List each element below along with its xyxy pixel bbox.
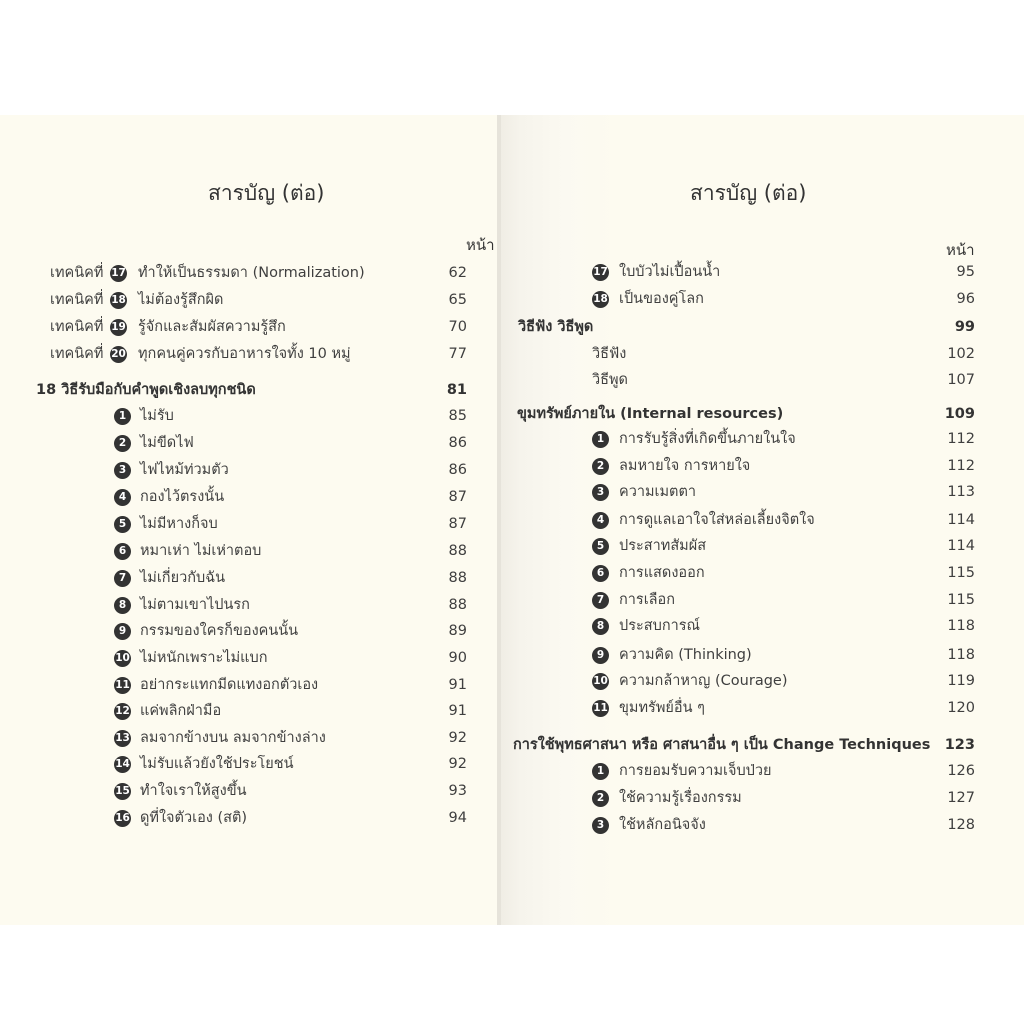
list-item[interactable] [0, 457, 500, 484]
toc-page-number: 92 [448, 756, 467, 772]
toc-page-number: 112 [947, 458, 975, 474]
toc-page-number: 89 [448, 623, 467, 639]
number-badge-icon: 10 [114, 650, 131, 667]
toc-page-number: 115 [947, 565, 975, 581]
toc-label: ประสาทสัมผัส [619, 538, 707, 554]
toc-page-number: 77 [448, 346, 467, 362]
number-badge-icon: 8 [592, 618, 609, 635]
toc-label: ความคิด (Thinking) [619, 647, 752, 663]
toc-page-number: 86 [448, 435, 467, 451]
toc-label: ลมจากข้างบน ลมจากข้างล่าง [140, 730, 326, 746]
list-item[interactable] [500, 453, 1024, 480]
technique-prefix: เทคนิคที่ [50, 292, 104, 308]
list-item[interactable] [500, 426, 1024, 453]
page-title: สารบัญ (ต่อ) [690, 181, 807, 205]
number-badge-icon: 2 [114, 435, 131, 452]
list-item[interactable] [0, 672, 500, 699]
toc-label: ใช้หลักอนิจจัง [619, 817, 706, 833]
number-badge-icon: 18 [110, 292, 127, 309]
number-badge-icon: 6 [592, 565, 609, 582]
toc-label: ไม่รับแล้วยังใช้ประโยชน์ [140, 756, 294, 772]
toc-chapter-row[interactable] [500, 314, 1024, 341]
list-item[interactable] [0, 511, 500, 538]
toc-page-number: 88 [448, 543, 467, 559]
number-badge-icon: 6 [114, 543, 131, 560]
toc-page-number: 107 [947, 372, 975, 388]
list-item[interactable] [500, 286, 1024, 313]
number-badge-icon: 17 [592, 264, 609, 281]
toc-label: แค่พลิกฝ่ามือ [140, 703, 222, 719]
list-item[interactable] [500, 613, 1024, 640]
toc-label: ดูที่ใจตัวเอง (สติ) [140, 810, 248, 826]
toc-label: การดูแลเอาใจใส่หล่อเลี้ยงจิตใจ [619, 512, 815, 528]
toc-page-number: 120 [947, 700, 975, 716]
toc-page-number: 118 [947, 618, 975, 634]
toc-page-number: 114 [947, 512, 975, 528]
toc-page-number: 127 [947, 790, 975, 806]
toc-label: ไฟไหม้ท่วมตัว [140, 462, 229, 478]
number-badge-icon: 5 [114, 516, 131, 533]
toc-row[interactable] [0, 341, 500, 368]
list-item[interactable] [500, 695, 1024, 722]
list-item[interactable] [0, 805, 500, 832]
number-badge-icon: 1 [114, 408, 131, 425]
list-item[interactable] [500, 560, 1024, 587]
number-badge-icon: 3 [114, 462, 131, 479]
list-item[interactable] [500, 341, 1024, 368]
chapter-title: 18 วิธีรับมือกับคำพูดเชิงลบทุกชนิด [36, 382, 256, 398]
toc-page-number: 128 [947, 817, 975, 833]
toc-page-number: 119 [947, 673, 975, 689]
toc-label: ไม่หนักเพราะไม่แบก [140, 650, 268, 666]
list-item[interactable] [500, 479, 1024, 506]
number-badge-icon: 7 [592, 592, 609, 609]
toc-page-number: 94 [448, 810, 467, 826]
number-badge-icon: 20 [110, 346, 127, 363]
number-badge-icon: 2 [592, 790, 609, 807]
list-item[interactable] [0, 725, 500, 752]
list-item[interactable] [0, 778, 500, 805]
toc-page-number: 95 [956, 264, 975, 280]
list-item[interactable] [500, 533, 1024, 560]
toc-page-number: 87 [448, 489, 467, 505]
number-badge-icon: 1 [592, 431, 609, 448]
toc-label: ประสบการณ์ [619, 618, 700, 634]
toc-page-number: 85 [448, 408, 467, 424]
page-column-header: หน้า [946, 241, 975, 259]
toc-label: เป็นของคู่โลก [619, 291, 704, 307]
left-page [0, 115, 500, 925]
toc-label: ไม่เกี่ยวกับฉัน [140, 570, 225, 586]
chapter-title: การใช้พุทธศาสนา หรือ ศาสนาอื่น ๆ เป็น Change Techniques [513, 737, 931, 753]
list-item[interactable] [500, 259, 1024, 286]
number-badge-icon: 13 [114, 730, 131, 747]
list-item[interactable] [0, 618, 500, 645]
number-badge-icon: 8 [114, 597, 131, 614]
toc-page-number: 118 [947, 647, 975, 663]
list-item[interactable] [0, 403, 500, 430]
list-item[interactable] [0, 645, 500, 672]
toc-page-number: 109 [944, 406, 975, 422]
toc-page-number: 88 [448, 597, 467, 613]
number-badge-icon: 17 [110, 265, 127, 282]
number-badge-icon: 9 [114, 623, 131, 640]
right-page [500, 115, 1024, 925]
toc-page-number: 123 [944, 737, 975, 753]
list-item[interactable] [0, 592, 500, 619]
toc-row[interactable] [0, 287, 500, 314]
toc-page-number: 96 [956, 291, 975, 307]
toc-label: ทำให้เป็นธรรมดา (Normalization) [138, 265, 365, 281]
list-item[interactable] [0, 430, 500, 457]
toc-label: ความเมตตา [619, 484, 697, 500]
toc-page-number: 70 [448, 319, 467, 335]
toc-page-number: 126 [947, 763, 975, 779]
list-item[interactable] [0, 698, 500, 725]
toc-label: การแสดงออก [619, 565, 705, 581]
toc-label: ทำใจเราให้สูงขึ้น [140, 783, 247, 799]
toc-row[interactable] [0, 260, 500, 287]
technique-prefix: เทคนิคที่ [50, 319, 104, 335]
book-spread [0, 115, 1024, 925]
list-item[interactable] [0, 565, 500, 592]
toc-label: ทุกคนคู่ควรกับอาหารใจทั้ง 10 หมู่ [138, 346, 351, 362]
page-column-header: หน้า [466, 236, 495, 254]
toc-row[interactable] [0, 314, 500, 341]
toc-page-number: 65 [448, 292, 467, 308]
list-item[interactable] [0, 538, 500, 565]
list-item[interactable] [500, 587, 1024, 614]
toc-page-number: 102 [947, 346, 975, 362]
number-badge-icon: 19 [110, 319, 127, 336]
toc-label: การรับรู้สิ่งที่เกิดขึ้นภายในใจ [619, 431, 796, 447]
toc-label: ไม่ขีดไฟ [140, 435, 194, 451]
toc-label: ความกล้าหาญ (Courage) [619, 673, 788, 689]
toc-chapter-row[interactable] [500, 401, 1024, 428]
number-badge-icon: 10 [592, 673, 609, 690]
toc-label: ไม่รับ [140, 408, 174, 424]
toc-page-number: 81 [446, 382, 467, 398]
list-item[interactable] [500, 758, 1024, 785]
toc-page-number: 92 [448, 730, 467, 746]
toc-label: ใช้ความรู้เรื่องกรรม [619, 790, 742, 806]
toc-label: กรรมของใครก็ของคนนั้น [140, 623, 299, 639]
toc-label: วิธีพูด [592, 372, 628, 388]
toc-page-number: 86 [448, 462, 467, 478]
number-badge-icon: 11 [114, 677, 131, 694]
number-badge-icon: 4 [114, 489, 131, 506]
number-badge-icon: 12 [114, 703, 131, 720]
page-title: สารบัญ (ต่อ) [208, 181, 325, 205]
number-badge-icon: 3 [592, 484, 609, 501]
number-badge-icon: 16 [114, 810, 131, 827]
toc-page-number: 115 [947, 592, 975, 608]
list-item[interactable] [500, 668, 1024, 695]
toc-page-number: 90 [448, 650, 467, 666]
number-badge-icon: 3 [592, 817, 609, 834]
toc-label: ไม่ตามเขาไปนรก [140, 597, 250, 613]
number-badge-icon: 4 [592, 512, 609, 529]
toc-chapter-row[interactable] [0, 377, 500, 404]
toc-page-number: 88 [448, 570, 467, 586]
toc-page-number: 62 [448, 265, 467, 281]
toc-page-number: 91 [448, 677, 467, 693]
toc-label: รู้จักและสัมผัสความรู้สึก [138, 319, 286, 335]
toc-page-number: 91 [448, 703, 467, 719]
toc-label: ไม่ต้องรู้สึกผิด [138, 292, 224, 308]
number-badge-icon: 14 [114, 756, 131, 773]
number-badge-icon: 11 [592, 700, 609, 717]
technique-prefix: เทคนิคที่ [50, 346, 104, 362]
toc-page-number: 93 [448, 783, 467, 799]
toc-label: ขุมทรัพย์อื่น ๆ [619, 700, 705, 716]
number-badge-icon: 7 [114, 570, 131, 587]
toc-label: ไม่มีหางก็จบ [140, 516, 218, 532]
toc-chapter-row[interactable] [500, 732, 1024, 759]
toc-label: ใบบัวไม่เปื้อนน้ำ [619, 264, 721, 280]
list-item[interactable] [500, 642, 1024, 669]
toc-label: กองไว้ตรงนั้น [140, 489, 225, 505]
toc-page-number: 114 [947, 538, 975, 554]
number-badge-icon: 15 [114, 783, 131, 800]
number-badge-icon: 1 [592, 763, 609, 780]
list-item[interactable] [500, 812, 1024, 839]
toc-label: หมาเห่า ไม่เห่าตอบ [140, 543, 262, 559]
toc-label: วิธีฟัง [592, 346, 627, 362]
technique-prefix: เทคนิคที่ [50, 265, 104, 281]
toc-label: การยอมรับความเจ็บป่วย [619, 763, 772, 779]
number-badge-icon: 2 [592, 458, 609, 475]
toc-page-number: 112 [947, 431, 975, 447]
list-item[interactable] [500, 507, 1024, 534]
toc-label: การเลือก [619, 592, 676, 608]
chapter-title: วิธีฟัง วิธีพูด [518, 319, 594, 335]
list-item[interactable] [500, 367, 1024, 394]
toc-page-number: 113 [947, 484, 975, 500]
toc-label: อย่ากระแทกมีดแทงอกตัวเอง [140, 677, 319, 693]
list-item[interactable] [500, 785, 1024, 812]
chapter-title: ขุมทรัพย์ภายใน (Internal resources) [517, 406, 784, 422]
toc-page-number: 99 [954, 319, 975, 335]
number-badge-icon: 9 [592, 647, 609, 664]
number-badge-icon: 18 [592, 291, 609, 308]
list-item[interactable] [0, 751, 500, 778]
number-badge-icon: 5 [592, 538, 609, 555]
list-item[interactable] [0, 484, 500, 511]
toc-page-number: 87 [448, 516, 467, 532]
toc-label: ลมหายใจ การหายใจ [619, 458, 751, 474]
